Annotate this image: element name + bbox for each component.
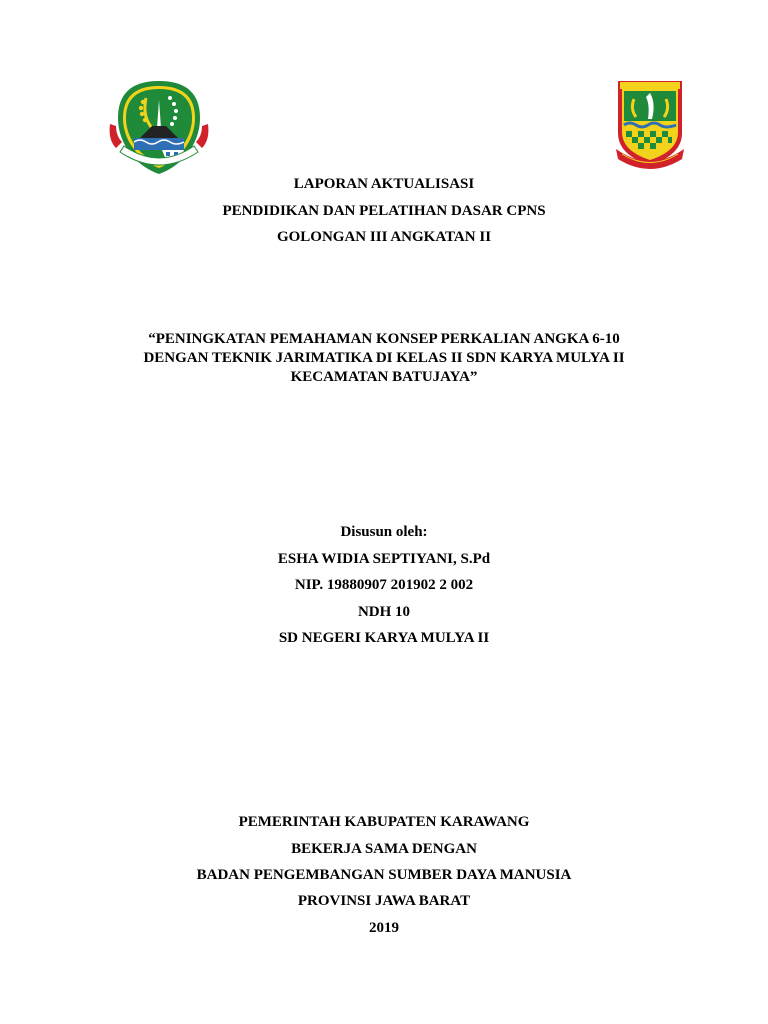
karawang-emblem-icon xyxy=(612,75,688,171)
title-line-2: DENGAN TEKNIK JARIMATIKA DI KELAS II SDN KARYA MULYA II xyxy=(143,350,625,366)
cooperation-line: BEKERJA SAMA DENGAN xyxy=(291,841,477,857)
training-heading: PENDIDIKAN DAN PELATIHAN DASAR CPNS xyxy=(222,203,546,219)
author-name: ESHA WIDIA SEPTIYANI, S.Pd xyxy=(277,551,491,567)
title-line-3: KECAMATAN BATUJAYA” xyxy=(290,369,478,385)
agency-line: BADAN PENGEMBANGAN SUMBER DAYA MANUSIA xyxy=(196,867,572,883)
report-title xyxy=(0,330,768,387)
prepared-by-label: Disusun oleh: xyxy=(340,524,428,540)
year: 2019 xyxy=(369,920,399,936)
province-line: PROVINSI JAWA BARAT xyxy=(297,893,471,909)
report-type-heading: LAPORAN AKTUALISASI xyxy=(293,176,475,192)
title-line-1: “PENINGKATAN PEMAHAMAN KONSEP PERKALIAN ANGKA 6-10 xyxy=(148,331,620,347)
author-school: SD NEGERI KARYA MULYA II xyxy=(278,630,490,646)
cohort-heading: GOLONGAN III ANGKATAN II xyxy=(276,229,492,245)
government-line: PEMERINTAH KABUPATEN KARAWANG xyxy=(238,814,530,830)
author-nip: NIP. 19880907 201902 2 002 xyxy=(294,577,474,593)
west-java-emblem-icon xyxy=(106,78,212,178)
author-ndh: NDH 10 xyxy=(357,604,411,620)
